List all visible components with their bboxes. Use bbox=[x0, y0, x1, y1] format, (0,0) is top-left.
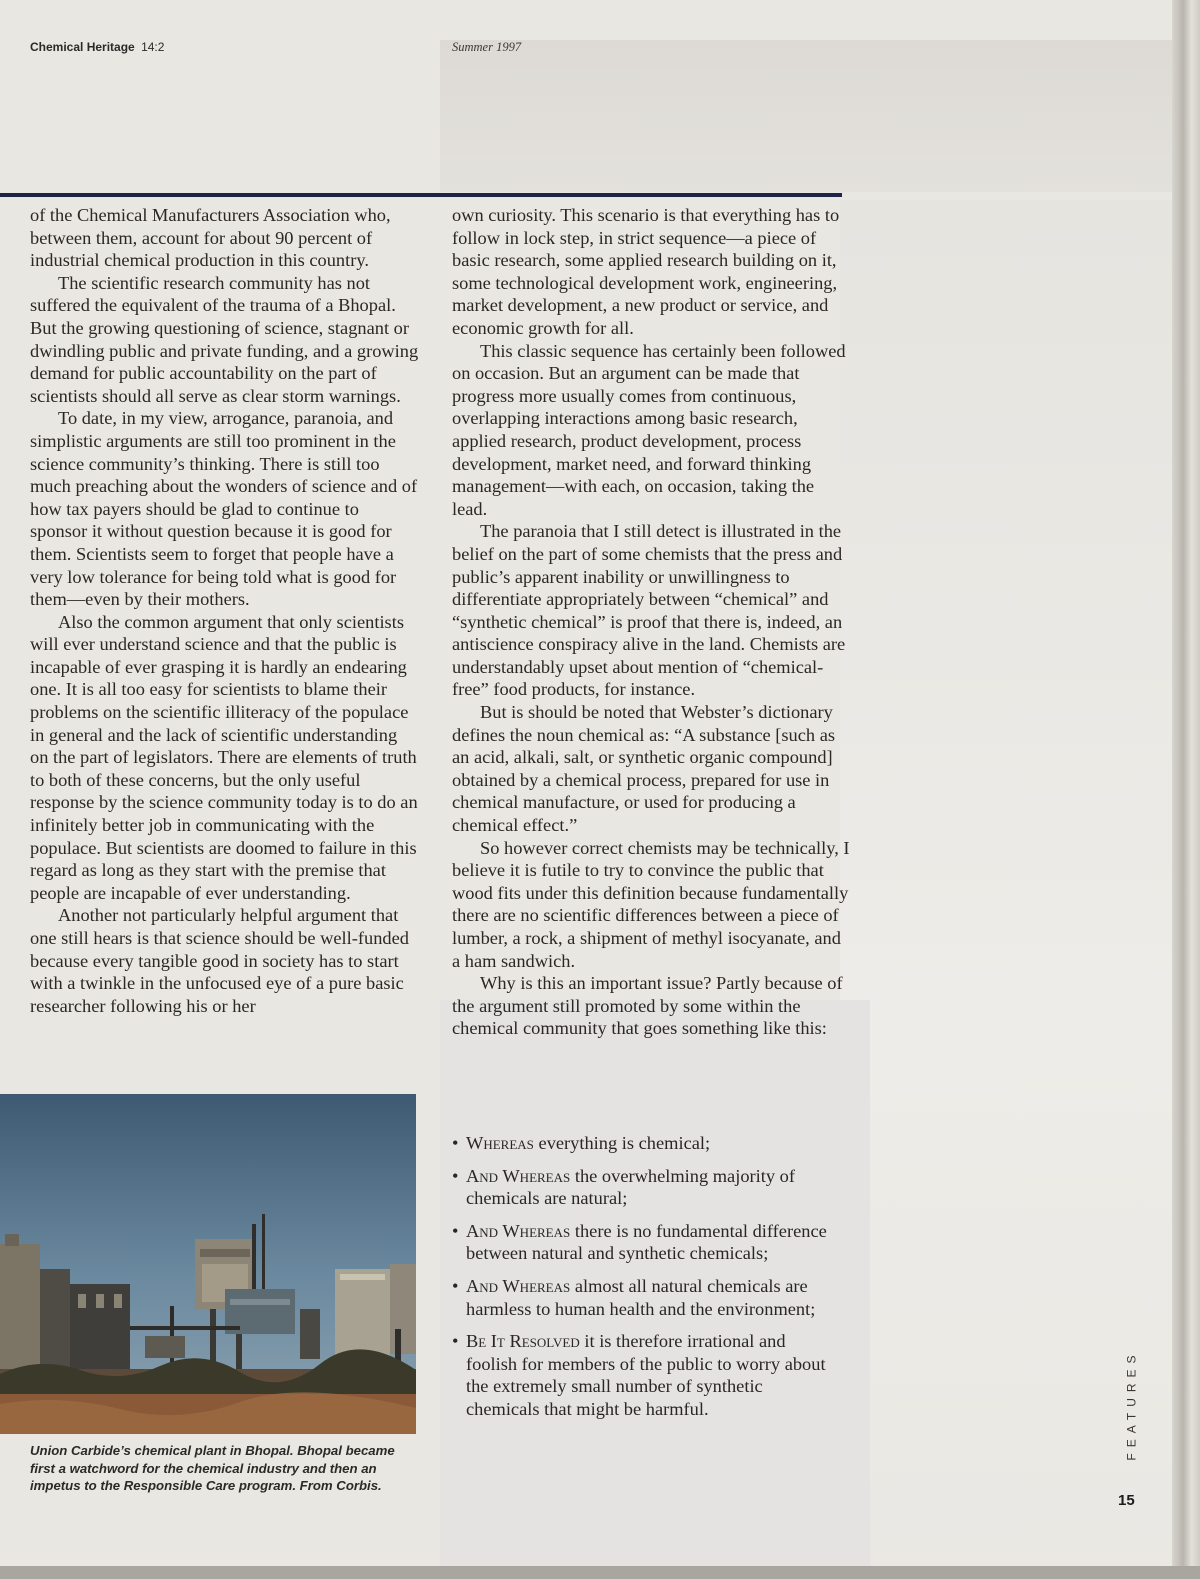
paragraph: Also the common argument that only scientists will ever understand science and that the public is incapable of ever grasping it is hardly an endearing one. It is all too easy for scientists to blame their problems on the scientific illiteracy of the populace in general and the lack of scientific understanding on the part of legislators. There are elements of truth to both of these concerns, but the only useful response by the science community today is to do an infinitely better job in communicating with the populace. But scientists are doomed to failure in this regard as long as they start with the premise that people are incapable of ever understanding. bbox=[30, 611, 418, 903]
bullet-lead: And Whereas bbox=[466, 1275, 571, 1296]
page-edge bbox=[1172, 0, 1200, 1579]
issue-number: 14:2 bbox=[141, 40, 165, 54]
bullet-dot: • bbox=[452, 1275, 459, 1296]
paragraph: To date, in my view, arrogance, paranoia, and simplistic arguments are still too prominent in the science community’s thinking. There is still too much preaching about the wonders of science and of how tax payers should be glad to continue to sponsor it without question because it is good for them. Scientists seem to forget that people have a very low tolerance for being told what is good for them—even by their mothers. bbox=[30, 408, 418, 610]
header-rule bbox=[0, 193, 842, 197]
middle-column bbox=[452, 204, 852, 1040]
bullet-dot: • bbox=[452, 1220, 459, 1241]
paragraph: So however correct chemists may be technically, I believe it is futile to try to convince the public that wood fits under this definition because fundamentally there are no scientific differences between a piece of lumber, a rock, a shipment of methyl isocyanate, and a ham sandwich. bbox=[452, 837, 850, 971]
magazine-name: Chemical Heritage bbox=[30, 40, 135, 54]
bullet-dot: • bbox=[452, 1133, 459, 1153]
bullet-lead: Whereas bbox=[466, 1133, 534, 1153]
paragraph: own curiosity. This scenario is that everything has to follow in lock step, in strict sequence—a piece of basic research, some applied research building on it, some technological development work, engineering, market development, a new product or service, and economic growth for all. bbox=[452, 205, 840, 338]
list-item bbox=[452, 1330, 832, 1420]
list-item bbox=[452, 1165, 832, 1210]
bullet-text: almost all natural chemicals are harmless to human health and the environment; bbox=[466, 1275, 816, 1319]
whereas-list bbox=[452, 1132, 832, 1431]
left-column bbox=[30, 204, 420, 1017]
paragraph: Why is this an important issue? Partly because of the argument still promoted by some within the chemical community that goes something like this: bbox=[452, 973, 843, 1039]
bullet-dot: • bbox=[452, 1331, 459, 1352]
section-label bbox=[1122, 1330, 1142, 1480]
paragraph: Another not particularly helpful argument that one still hears is that science should be well-funded because every tangible good in society has to start with a twinkle in the unfocused eye of a pure basic researcher following his or her bbox=[30, 905, 409, 1016]
photo-caption: Union Carbide’s chemical plant in Bhopal. Bhopal became first a watchword for the chemical industry and then an impetus to the Responsible Care program. From Corbis. bbox=[30, 1443, 395, 1494]
bullet-lead: And Whereas bbox=[466, 1165, 571, 1186]
bullet-text: the overwhelming majority of chemicals are natural; bbox=[466, 1165, 795, 1209]
paragraph: But is should be noted that Webster’s dictionary defines the noun chemical as: “A substance [such as an acid, alkali, salt, or synthetic organic compound] obtained by a chemical process, prepared for use in chemical manufacture, or used for producing a chemical effect.” bbox=[452, 702, 836, 836]
paragraph: The scientific research community has not suffered the equivalent of the trauma of a Bhopal. But the growing questioning of science, stagnant or dwindling public and private funding, and a growing demand for public accountability on the part of scientists should all serve as clear storm warnings. bbox=[30, 272, 419, 406]
paragraph: The paranoia that I still detect is illustrated in the belief on the part of some chemists that the press and public’s apparent inability or unwillingness to differentiate appropriately between “chemical” and “synthetic chemical” is proof that there is, indeed, an antiscience conspiracy alive in the land. Chemists are understandably upset about mention of “chemical-free” food products, for instance. bbox=[452, 521, 846, 700]
paragraph: This classic sequence has certainly been followed on occasion. But an argument can be made that progress more usually comes from continuous, overlapping interactions among basic research, applied research, product development, process development, market need, and forward thinking management—with each, on occasion, taking the lead. bbox=[452, 340, 846, 519]
bleed-through-shadow-top bbox=[440, 40, 1172, 192]
bullet-dot: • bbox=[452, 1165, 459, 1186]
page-number: 15 bbox=[1118, 1492, 1135, 1509]
bullet-lead: And Whereas bbox=[466, 1220, 571, 1241]
list-item bbox=[452, 1132, 832, 1155]
bullet-text: it is therefore irrational and foolish for members of the public to worry about the extremely small number of synthetic chemicals that might be harmful. bbox=[466, 1331, 826, 1419]
list-item bbox=[452, 1275, 832, 1320]
running-head-magazine bbox=[30, 40, 164, 54]
bottom-edge bbox=[0, 1566, 1200, 1579]
bullet-text: there is no fundamental difference between natural and synthetic chemicals; bbox=[466, 1220, 827, 1264]
paragraph: of the Chemical Manufacturers Association who, between them, account for about 90 percent of industrial chemical production in this country. bbox=[30, 205, 391, 271]
list-item bbox=[452, 1220, 832, 1265]
bullet-lead: Be It Resolved bbox=[466, 1331, 580, 1352]
running-head-season: Summer 1997 bbox=[452, 40, 522, 54]
bullet-text: everything is chemical; bbox=[538, 1133, 711, 1153]
section-label-text: FEATURES bbox=[1125, 1349, 1139, 1461]
bhopal-plant-photo bbox=[0, 1094, 416, 1434]
